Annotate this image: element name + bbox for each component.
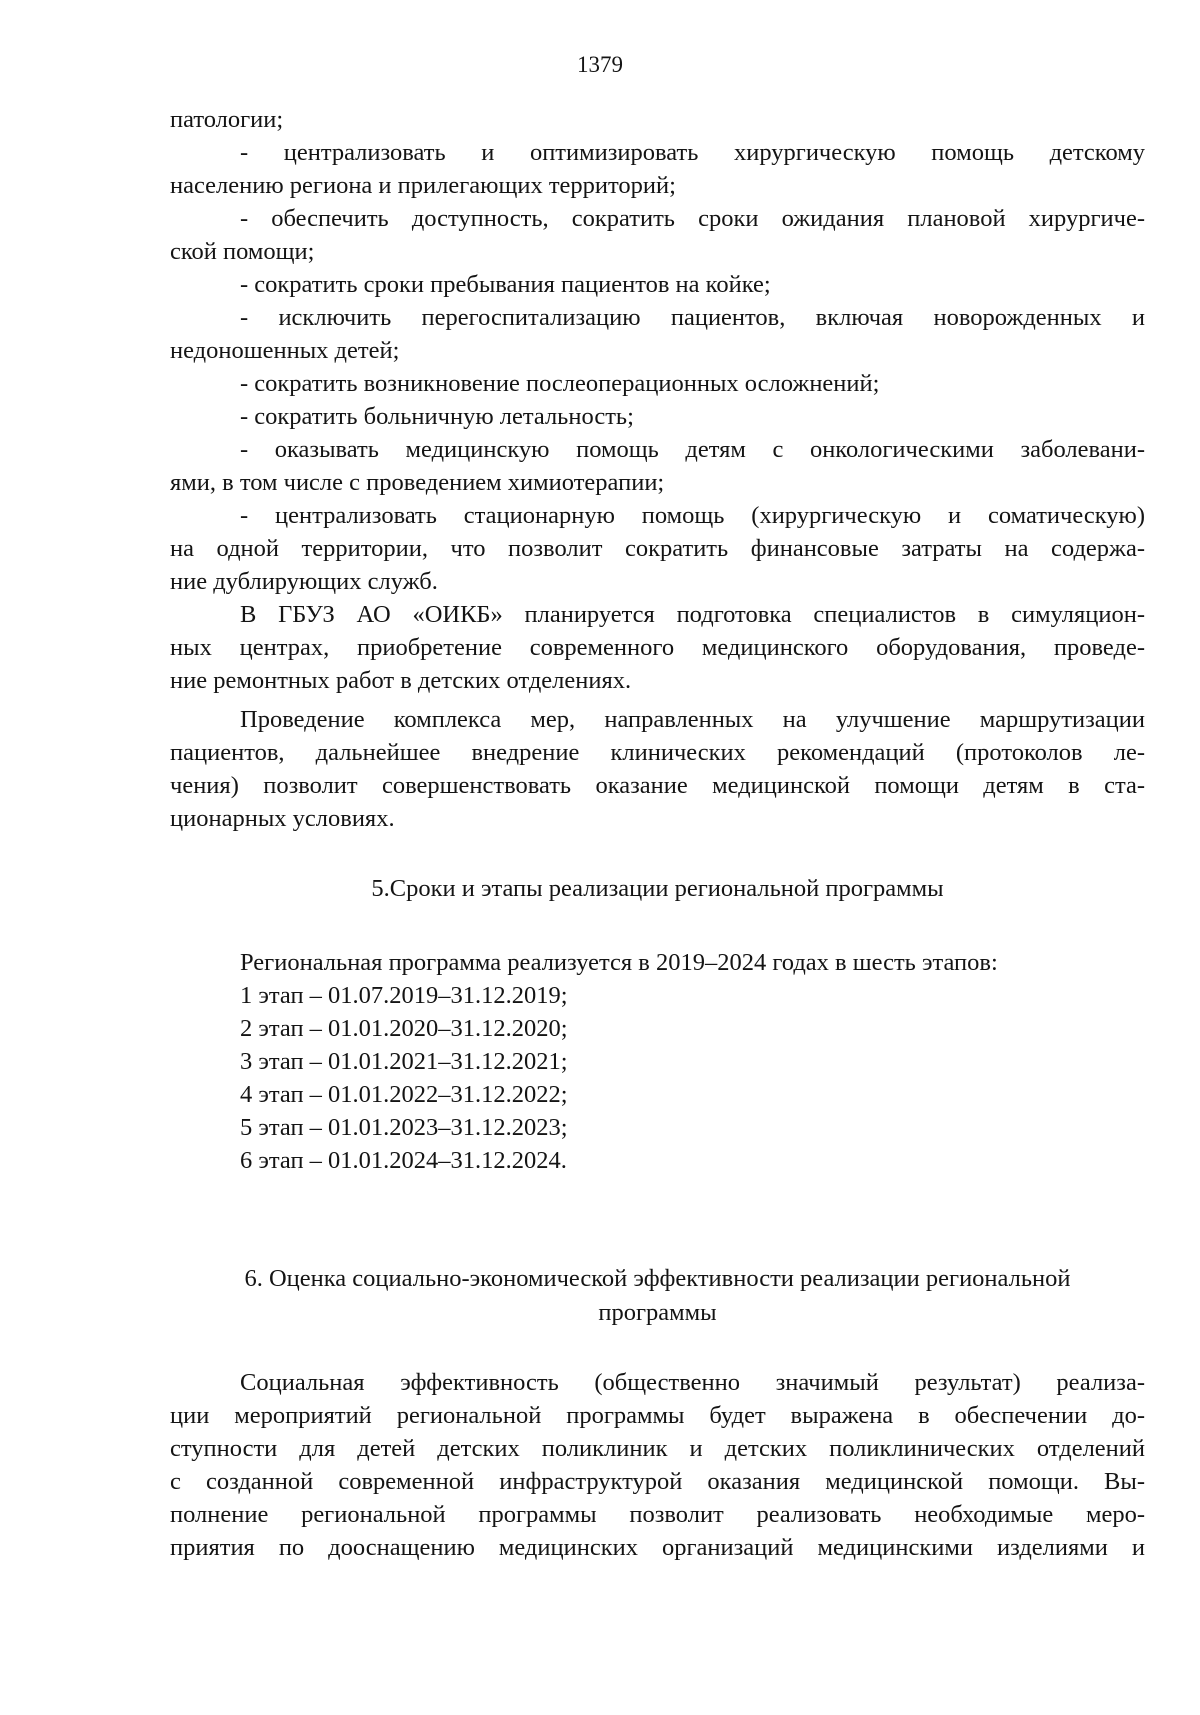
text-line: - сократить возникновение послеоперационных осложнений; [240,370,880,397]
stage-item: 1 этап – 01.07.2019–31.12.2019; [240,982,568,1009]
text-line: приятия по дооснащению медицинских организаций медицинскими изделиями и [170,1534,1145,1561]
text-line: чения) позволит совершенствовать оказание медицинской помощи детям в ста- [170,772,1145,799]
stage-item: 4 этап – 01.01.2022–31.12.2022; [240,1081,568,1108]
section-5-intro: Региональная программа реализуется в 2019–2024 годах в шесть этапов: [240,949,998,976]
text-line: ции мероприятий региональной программы будет выражена в обеспечении до- [170,1402,1145,1429]
text-line: на одной территории, что позволит сократить финансовые затраты на содержа- [170,535,1145,562]
text-line: ние дублирующих служб. [170,568,438,595]
page-number: 1379 [577,52,623,77]
text-line: ние ремонтных работ в детских отделениях. [170,667,632,694]
text-line: пациентов, дальнейшее внедрение клинических рекомендаций (протоколов ле- [170,739,1145,766]
text-line: ступности для детей детских поликлиник и детских поликлинических отделений [170,1435,1145,1462]
text-line: - сократить больничную летальность; [240,403,634,430]
text-line: ционарных условиях. [170,805,395,832]
text-line: - централизовать и оптимизировать хирургическую помощь детскому [240,139,1145,166]
text-line: Проведение комплекса мер, направленных на улучшение маршрутизации [240,706,1145,733]
stage-item: 5 этап – 01.01.2023–31.12.2023; [240,1114,568,1141]
text-line: - оказывать медицинскую помощь детям с онкологическими заболевани- [240,436,1145,463]
stage-item: 3 этап – 01.01.2021–31.12.2021; [240,1048,568,1075]
text-line: недоношенных детей; [170,337,400,364]
section-5-heading: 5.Сроки и этапы реализации региональной программы [371,875,944,902]
text-line: - исключить перегоспитализацию пациентов, включая новорожденных и [240,304,1145,331]
text-line: - централизовать стационарную помощь (хирургическую и соматическую) [240,502,1145,529]
section-6-heading-cont: программы [598,1299,717,1326]
text-line: населению региона и прилегающих территорий; [170,172,676,199]
text-line: Социальная эффективность (общественно значимый результат) реализа- [240,1369,1145,1396]
text-line: ской помощи; [170,238,315,265]
text-line: ных центрах, приобретение современного медицинского оборудования, проведе- [170,634,1145,661]
stage-item: 2 этап – 01.01.2020–31.12.2020; [240,1015,568,1042]
text-line: - обеспечить доступность, сократить сроки ожидания плановой хирургиче- [240,205,1145,232]
text-line: - сократить сроки пребывания пациентов на койке; [240,271,771,298]
text-line: патологии; [170,106,284,133]
text-line: В ГБУЗ АО «ОИКБ» планируется подготовка специалистов в симуляцион- [240,601,1145,628]
section-6-heading: 6. Оценка социально-экономической эффективности реализации региональной [244,1265,1071,1292]
text-line: с созданной современной инфраструктурой оказания медицинской помощи. Вы- [170,1468,1145,1495]
text-line: ями, в том числе с проведением химиотерапии; [170,469,665,496]
text-line: полнение региональной программы позволит реализовать необходимые меро- [170,1501,1145,1528]
stage-item: 6 этап – 01.01.2024–31.12.2024. [240,1147,567,1174]
